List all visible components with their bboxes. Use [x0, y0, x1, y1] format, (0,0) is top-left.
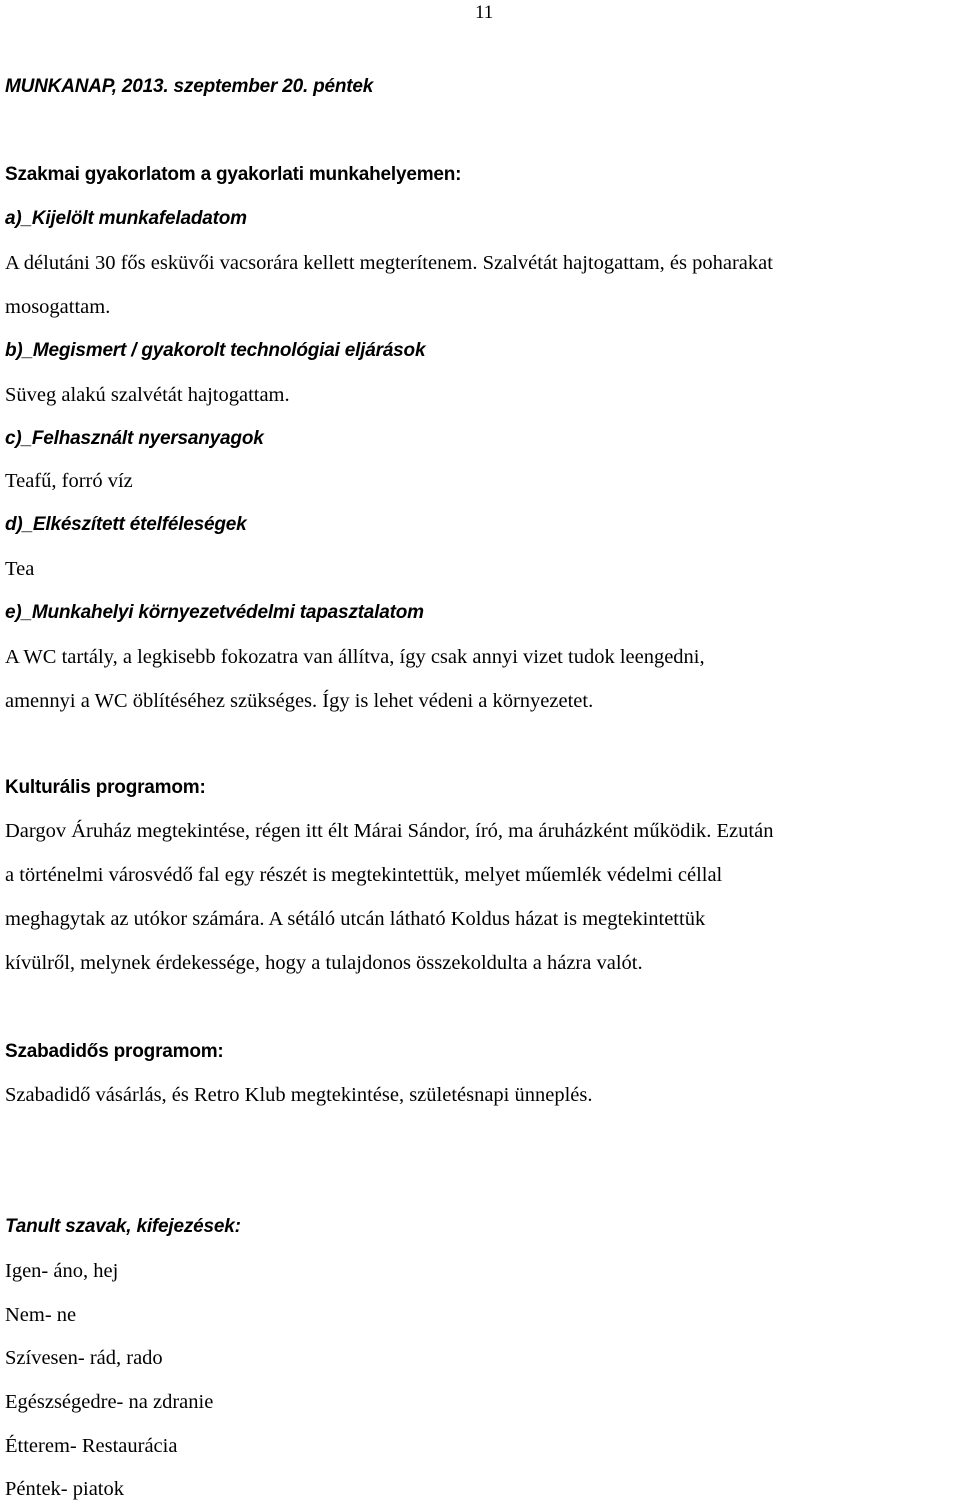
practice-heading: Szakmai gyakorlatom a gyakorlati munkahelyemen:: [5, 164, 462, 185]
vocabulary-item: Étterem- Restaurácia: [5, 1435, 178, 1457]
assigned-task-text-line2: mosogattam.: [5, 296, 111, 318]
page-number: 11: [475, 2, 494, 23]
dishes-heading: d)_Elkészített ételféleségek: [5, 514, 247, 535]
environment-heading: e)_Munkahelyi környezetvédelmi tapasztalatom: [5, 602, 424, 623]
day-title: MUNKANAP, 2013. szeptember 20. péntek: [5, 76, 374, 97]
cultural-text-line4: kívülről, melynek érdekessége, hogy a tulajdonos összekoldulta a házra valót.: [5, 952, 643, 974]
technology-heading: b)_Megismert / gyakorolt technológiai eljárások: [5, 340, 426, 361]
vocabulary-item: Péntek- piatok: [5, 1478, 124, 1500]
ingredients-text: Teafű, forró víz: [5, 470, 133, 492]
vocabulary-item: Szívesen- rád, rado: [5, 1347, 163, 1369]
assigned-task-text-line1: A délutáni 30 fős esküvői vacsorára kellett megterítenem. Szalvétát hajtogattam, és poharakat: [5, 252, 773, 274]
leisure-text: Szabadidő vásárlás, és Retro Klub megtekintése, születésnapi ünneplés.: [5, 1084, 593, 1106]
environment-text-line2: amennyi a WC öblítéséhez szükséges. Így is lehet védeni a környezetet.: [5, 690, 594, 712]
dishes-text: Tea: [5, 558, 35, 580]
cultural-text-line3: meghagytak az utókor számára. A sétáló utcán látható Koldus házat is megtekintettük: [5, 908, 706, 930]
assigned-task-heading: a)_Kijelölt munkafeladatom: [5, 208, 247, 229]
technology-text: Süveg alakú szalvétát hajtogattam.: [5, 384, 290, 406]
cultural-text-line2: a történelmi városvédő fal egy részét is megtekintettük, melyet műemlék védelmi céllal: [5, 864, 723, 886]
vocabulary-heading: Tanult szavak, kifejezések:: [5, 1216, 241, 1237]
cultural-heading: Kulturális programom:: [5, 777, 206, 798]
cultural-text-line1: Dargov Áruház megtekintése, régen itt élt Márai Sándor, író, ma áruházként működik. Ezután: [5, 820, 774, 842]
vocabulary-item: Igen- áno, hej: [5, 1260, 119, 1282]
environment-text-line1: A WC tartály, a legkisebb fokozatra van állítva, így csak annyi vizet tudok leengedni,: [5, 646, 705, 668]
vocabulary-item: Egészségedre- na zdranie: [5, 1391, 214, 1413]
leisure-heading: Szabadidős programom:: [5, 1041, 224, 1062]
ingredients-heading: c)_Felhasznált nyersanyagok: [5, 428, 264, 449]
vocabulary-item: Nem- ne: [5, 1304, 77, 1326]
